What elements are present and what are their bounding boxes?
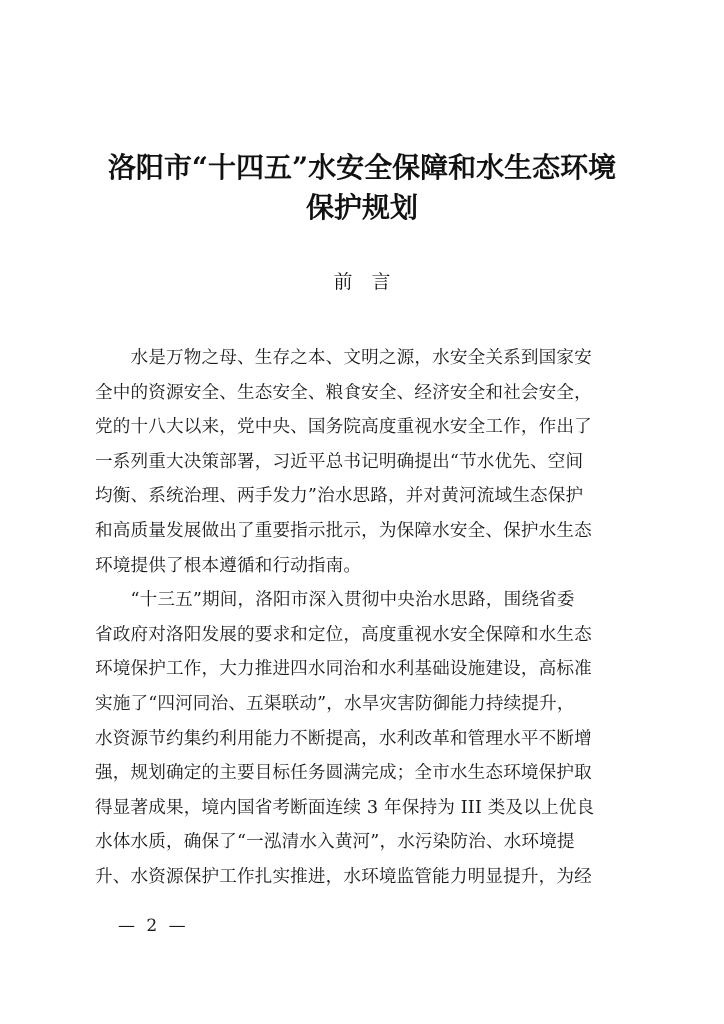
document-title-line-2: 保护规划	[305, 191, 418, 224]
body-line: 水资源节约集约利用能力不断提高，水利改革和管理水平不断增	[95, 728, 592, 749]
preface-heading: 前 言	[333, 271, 391, 293]
body-line: 环境提供了根本遵循和行动指南。	[95, 555, 362, 576]
body-line: 党的十八大以来，党中央、国务院高度重视水安全工作，作出了	[95, 417, 592, 438]
body-line: 全中的资源安全、生态安全、粮食安全、经济安全和社会安全，	[95, 382, 592, 403]
body-line: 得显著成果，境内国省考断面连续 3 年保持为 III 类及以上优良	[95, 797, 595, 818]
body-line: 水体水质，确保了“一泓清水入黄河”，水污染防治、水环境提	[95, 832, 575, 853]
page-number: — 2 —	[118, 916, 189, 936]
body-line: 均衡、系统治理、两手发力”治水思路，并对黄河流域生态保护	[95, 486, 584, 507]
body-line: 省政府对洛阳发展的要求和定位，高度重视水安全保障和水生态	[95, 624, 592, 645]
document-title-line-1: 洛阳市“十四五”水安全保障和水生态环境	[107, 151, 617, 184]
body-line: 环境保护工作，大力推进四水同治和水利基础设施建设，高标准	[95, 659, 592, 680]
body-line: 升、水资源保护工作扎实推进，水环境监管能力明显提升，为经	[95, 867, 592, 887]
body-line: 强，规划确定的主要目标任务圆满完成；全市水生态环境保护取	[95, 763, 592, 784]
body-line: 和高质量发展做出了重要指示批示，为保障水安全、保护水生态	[95, 521, 592, 541]
body-line: 实施了“四河同治、五渠联动”，水旱灾害防御能力持续提升，	[95, 694, 575, 714]
body-line: 一系列重大决策部署，习近平总书记明确提出“节水优先、空间	[95, 451, 584, 472]
body-line: 水是万物之母、生存之本、文明之源，水安全关系到国家安	[95, 348, 592, 368]
body-line: “十三五”期间，洛阳市深入贯彻中央治水思路，围绕省委	[95, 590, 575, 611]
